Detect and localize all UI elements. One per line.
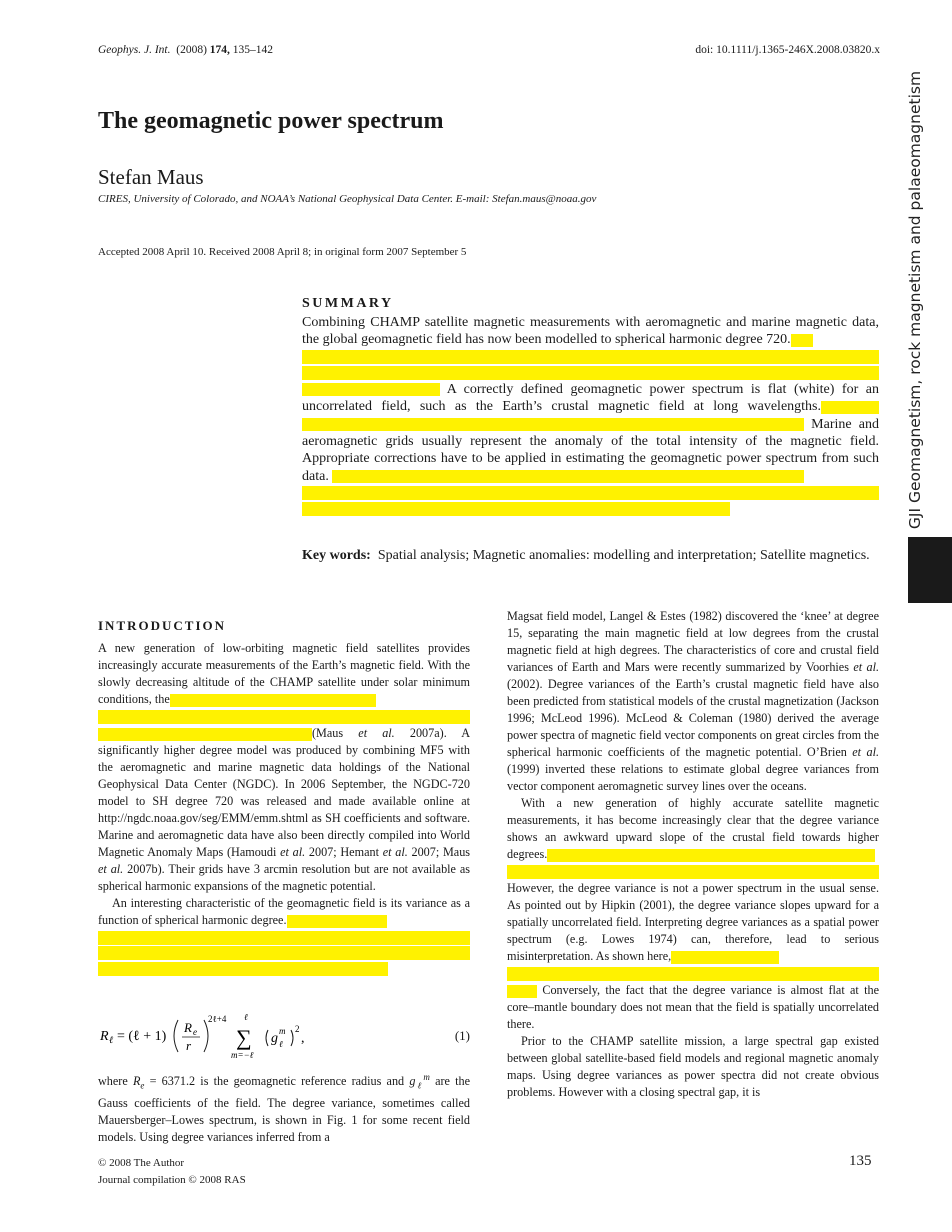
right-paragraph-2: With a new generation of highly accurate satellite magnetic measurements, it has become increasingly clear that the degree variance shows an awkward upward slope of the crustal field towards higher degrees. However, the degree variance is not a power spectrum in the usual sense. As pointed out by Hipkin (2001), the degree variance slopes upward for a spatially uncorrelated field. Interpreting degree variances as a spatial power spectrum (e.g. Lowes 1974) can, therefore, lead to serious misinterpretation. As shown here, Conversely, the fact that the degree variance is almost flat at the core–mantle boundary does not mean that the field is spatially uncorrelated there. (507, 796, 879, 1031)
highlight-redaction (507, 967, 879, 981)
highlight-redaction (547, 849, 875, 862)
highlight-redaction (302, 486, 879, 500)
svg-text:∑: ∑ (236, 1025, 252, 1050)
svg-text:2: 2 (295, 1024, 300, 1034)
section-thumb-tab (908, 537, 952, 603)
equation-1-graphic (98, 1012, 470, 1060)
svg-text:ℓ: ℓ (244, 1012, 248, 1022)
highlight-redaction (302, 350, 879, 364)
right-paragraph-1: Magsat field model, Langel & Estes (1982) discovered the ‘knee’ at degree 15, separating the main magnetic field at low degrees from the crustal magnetic field at high degrees. The characteristics of core and crustal field variances of Earth and Mars were recently summarized by Voorhies et al. (2002). Degree variances of the Earth’s crustal magnetic field have also been predicted from statistical models of the crustal magnetization (Jackson 1996; McLeod 1996). McLeod & Coleman (1980) derived the average power spectra of magnetic field vector components on great circles from the spherical harmonic coefficients of the magnetic potential. O’Brien et al. (1999) inverted these relations to estimate global degree variances from vector component aeromagnetic survey lines over the oceans. (507, 609, 880, 793)
running-header-citation: Geophys. J. Int. (2008) 174, 135–142 (98, 44, 274, 56)
author-affiliation: CIRES, University of Colorado, and NOAA’s National Geophysical Data Center. E-mail: Stefan.maus@noaa.gov (98, 193, 597, 205)
copyright-author: © 2008 The Author (98, 1157, 185, 1169)
svg-text:ℓ: ℓ (279, 1039, 283, 1049)
highlight-redaction (671, 951, 779, 964)
paper-title: The geomagnetic power spectrum (98, 108, 444, 134)
highlight-redaction (98, 946, 470, 960)
highlight-redaction (98, 728, 312, 741)
svg-text:g: g (271, 1031, 278, 1046)
highlight-redaction (791, 334, 813, 347)
intro-right-column (507, 608, 879, 1101)
svg-text:= (ℓ + 1): = (ℓ + 1) (117, 1029, 167, 1044)
svg-text:m=−ℓ: m=−ℓ (231, 1050, 254, 1060)
keywords-label: Key words: (302, 548, 371, 563)
running-header-doi[interactable]: doi: 10.1111/j.1365-246X.2008.03820.x (695, 44, 880, 56)
copyright-journal: Journal compilation © 2008 RAS (98, 1174, 246, 1186)
svg-text:r: r (186, 1038, 192, 1053)
keywords (302, 547, 879, 565)
highlight-redaction (302, 383, 440, 396)
summary-p1: Combining CHAMP satellite magnetic measurements with aeromagnetic and marine magnetic data, the global geomagnetic field has now been modelled to spherical harmonic degree 720. (302, 315, 879, 348)
svg-text:R: R (184, 1020, 192, 1035)
svg-text:R: R (100, 1029, 109, 1044)
submission-dates: Accepted 2008 April 10. Received 2008 April 8; in original form 2007 September 5 (98, 246, 467, 258)
summary-text (302, 314, 879, 517)
highlight-redaction (302, 418, 804, 431)
keywords-text: Spatial analysis; Magnetic anomalies: modelling and interpretation; Satellite magnetics. (377, 548, 870, 563)
highlight-redaction (98, 931, 470, 945)
right-paragraph-3: Prior to the CHAMP satellite mission, a large spectral gap existed between global satellite-based field models and regional magnetic anomaly maps. Using degree variances as power spectra did not create obvious problems. However with a closing spectral gap, it is (507, 1034, 879, 1099)
highlight-redaction (507, 985, 537, 998)
intro-paragraph-2: An interesting characteristic of the geomagnetic field is its variance as a function of spherical harmonic degree. (98, 895, 470, 976)
section-sidebar-label: GJI Geomagnetism, rock magnetism and palaeomagnetism (906, 70, 924, 530)
highlight-redaction (170, 694, 376, 707)
svg-text:m: m (279, 1026, 286, 1036)
intro-left-column (98, 640, 470, 977)
intro-left-column-continued (98, 1069, 470, 1146)
svg-text:,: , (301, 1031, 305, 1046)
introduction-heading: INTRODUCTION (98, 618, 227, 633)
intro-paragraph-1: A new generation of low-orbiting magnetic field satellites provides increasingly accurate measurements of the Earth’s magnetic field. With the slowly decreasing altitude of the CHAMP satellite under solar minimum conditions, the (Maus et al. 2007a). A significantly higher degree model was produced by combining MF5 with the aeromagnetic and marine magnetic data holdings of the National Geophysical Data Center (NGDC). In 2006 September, the NGDC-720 model to SH degree 720 was released and made available online at http://ngdc.noaa.gov/seg/EMM/emm.shtml as SH coefficients and software. Marine and aeromagnetic data have also been directly compiled into World Magnetic Anomaly Maps (Hamoudi et al. 2007; Hemant et al. 2007; Maus et al. 2007b). Their grids have 3 arcmin resolution but are not available as spherical harmonic expansions of the magnetic potential. (98, 641, 471, 893)
svg-text:e: e (193, 1027, 197, 1037)
summary-heading: SUMMARY (302, 296, 394, 311)
highlight-redaction (302, 502, 730, 516)
highlight-redaction (287, 915, 387, 928)
equation-1 (98, 1012, 470, 1060)
highlight-redaction (332, 470, 804, 483)
author-name: Stefan Maus (98, 165, 204, 189)
summary-p2: A correctly defined geomagnetic power spectrum is flat (white) for an uncorrelated field, such as the Earth’s crustal magnetic field at long wavelengths. (302, 382, 879, 415)
equation-number: (1) (454, 1028, 470, 1043)
highlight-redaction (98, 710, 470, 724)
svg-text:ℓ: ℓ (109, 1035, 114, 1046)
page-number: 135 (849, 1153, 872, 1169)
highlight-redaction (302, 366, 879, 380)
highlight-redaction (507, 865, 879, 879)
summary-p3: Marine and aeromagnetic grids usually represent the anomaly of the total intensity of the magnetic field. Appropriate corrections have to be applied in estimating the geomagnetic power spectrum from such data. (302, 416, 879, 484)
highlight-redaction (821, 401, 879, 414)
highlight-redaction (98, 962, 388, 976)
intro-paragraph-3: where $R_e = 6371.2$ is the geomagnetic reference radius and $g_\ell^m$ are the Gauss coefficients of the field. The degree variance, sometimes called Mauersberger–Lowes spectrum, is shown in Fig. 1 for some recent field models. Using degree variances inferred from a (98, 1072, 471, 1144)
svg-text:2ℓ+4: 2ℓ+4 (208, 1014, 227, 1024)
